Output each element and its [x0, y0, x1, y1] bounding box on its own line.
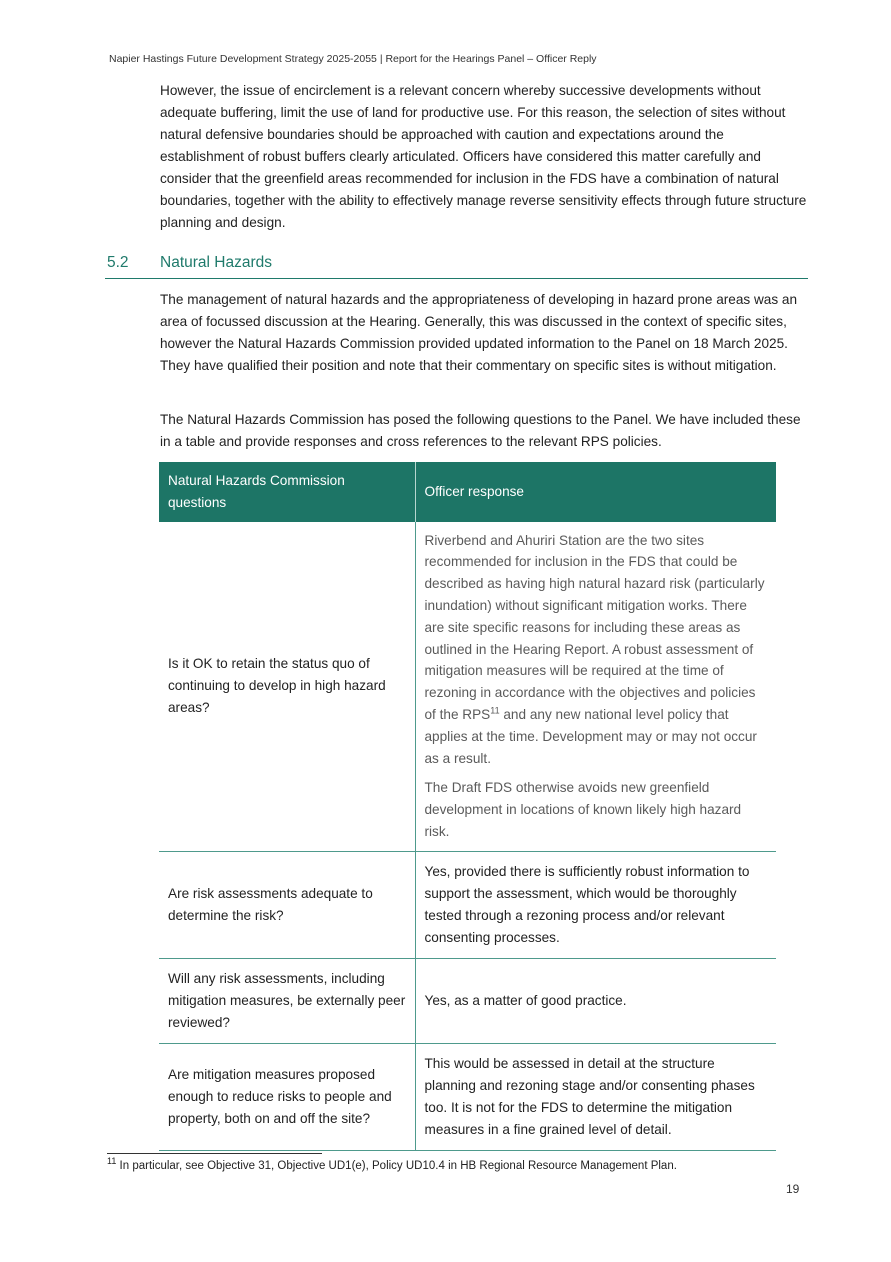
question-cell: Are mitigation measures proposed enough to reduce risks to people and property, both on and off the site?: [159, 1043, 415, 1150]
response-cell: [415, 522, 776, 852]
question-cell: Is it OK to retain the status quo of continuing to develop in high hazard areas?: [159, 522, 415, 852]
response-paragraph: The Draft FDS otherwise avoids new greenfield development in locations of known likely high hazard risk.: [424, 780, 742, 839]
section-title: Natural Hazards: [160, 254, 272, 271]
response-text: Riverbend and Ahuriri Station are the two sites recommended for inclusion in the FDS that could be described as having high natural hazard risk (particularly inundation) without significant mitigation works. There are site specific reasons for including these areas as outlined in the Hearing Report. A robust assessment of mitigation measures will be required at the time of rezoning in accordance with the objectives and policies of the RPS: [424, 532, 765, 722]
page-number: 19: [786, 1182, 800, 1196]
table-row: [159, 522, 776, 852]
response-cell: Yes, as a matter of good practice.: [415, 958, 776, 1043]
section-number: 5.2: [107, 254, 129, 271]
intro-paragraph: However, the issue of encirclement is a relevant concern whereby successive developments without adequate buffering, limit the use of land for productive use. For this reason, the selection of sites without natural defensive boundaries should be approached with caution and expectations around the establishment of robust buffers clearly articulated. Officers have considered this matter carefully and consider that the greenfield areas recommended for inclusion in the FDS have a combination of natural boundaries, together with the ability to effectively manage reverse sensitivity effects through future structure planning and design.: [160, 83, 807, 230]
response-cell: This would be assessed in detail at the structure planning and rezoning stage and/or consenting phases too. It is not for the FDS to determine the mitigation measures in a fine grained level of detail.: [415, 1043, 776, 1150]
footnote: [107, 1156, 677, 1172]
question-cell: Will any risk assessments, including mitigation measures, be externally peer reviewed?: [159, 958, 415, 1043]
footnote-number: 11: [107, 1156, 117, 1167]
table-row: [159, 958, 776, 1043]
section-heading: [105, 252, 808, 279]
running-header: Napier Hastings Future Development Strategy 2025-2055 | Report for the Hearings Panel – Officer Reply: [109, 53, 597, 65]
response-cell: Yes, provided there is sufficiently robust information to support the assessment, which would be thoroughly tested through a rezoning process and/or relevant consenting processes.: [415, 851, 776, 958]
header-questions: Natural Hazards Commission questions: [159, 462, 415, 522]
footnote-text: In particular, see Objective 31, Objective UD1(e), Policy UD10.4 in HB Regional Resource Management Plan.: [116, 1160, 677, 1172]
header-response: Officer response: [415, 462, 776, 522]
response-text-end: and any new national level policy that applies at the time. Development may or may not occur as a result.: [424, 706, 757, 766]
section-paragraph-2: The Natural Hazards Commission has posed the following questions to the Panel. We have included these in a table and provide responses and cross references to the relevant RPS policies.: [160, 412, 801, 449]
section-paragraph-1: The management of natural hazards and the appropriateness of developing in hazard prone areas was an area of focussed discussion at the Hearing. Generally, this was discussed in the context of specific sites, however the Natural Hazards Commission provided updated information to the Panel on 18 March 2025. They have qualified their position and note that their commentary on specific sites is without mitigation.: [160, 292, 798, 373]
table-row: [159, 1043, 776, 1150]
question-cell: Are risk assessments adequate to determine the risk?: [159, 851, 415, 958]
hazards-table: [159, 462, 776, 1151]
table-row: [159, 851, 776, 958]
table-header-row: [159, 462, 776, 522]
footnote-divider: [107, 1153, 322, 1154]
footnote-ref: 11: [490, 705, 500, 716]
response-paragraph: [425, 530, 768, 770]
